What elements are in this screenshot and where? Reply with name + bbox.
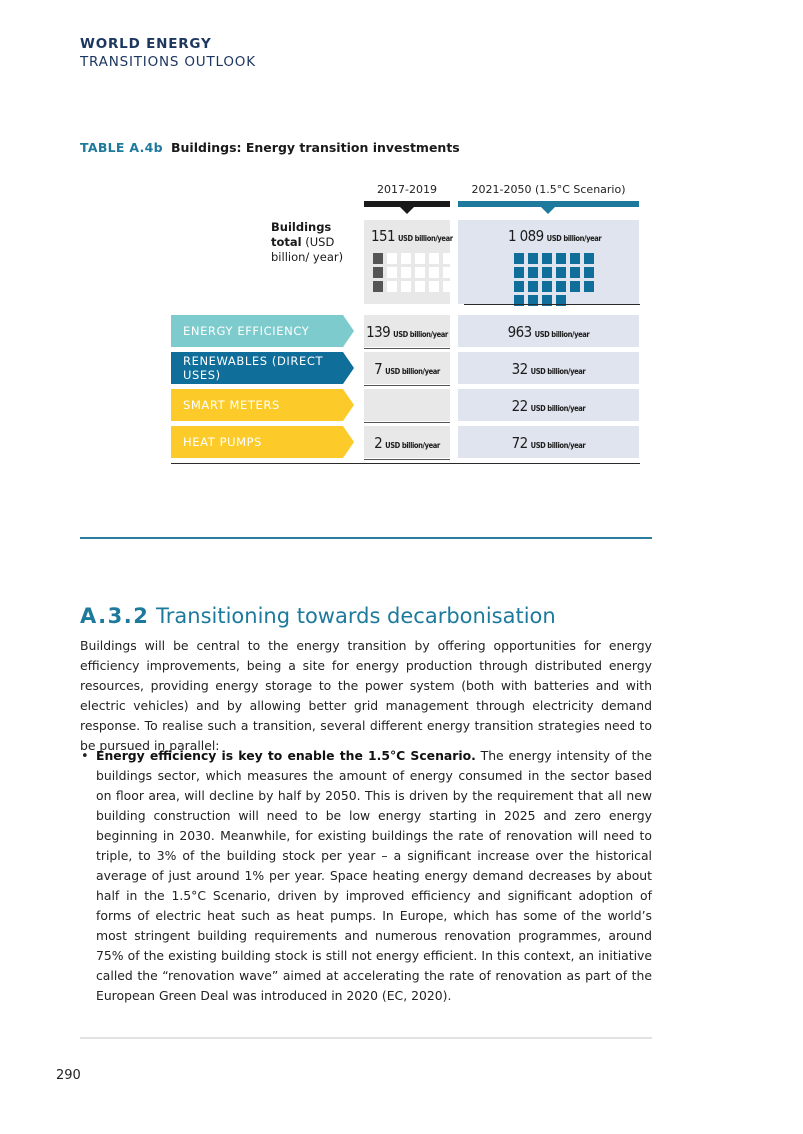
row-cell-scenario xyxy=(458,426,639,458)
row-value-historic: 2 USD billion/year xyxy=(374,434,440,452)
row-arrow-tip xyxy=(343,426,354,458)
row-value-scenario: 72 USD billion/year xyxy=(511,434,586,452)
building-icon xyxy=(429,267,439,278)
row-cell-scenario xyxy=(458,315,639,347)
row-label: ENERGY EFFICIENCY xyxy=(171,315,343,347)
building-icon xyxy=(429,253,439,264)
building-icon xyxy=(514,253,524,264)
total-value-historic: 151 USD billion/year xyxy=(371,227,453,245)
column-header-historic: 2017-2019 xyxy=(377,183,437,196)
row-divider xyxy=(364,348,450,349)
row-cell-historic xyxy=(364,389,450,421)
page-number: 290 xyxy=(56,1068,81,1083)
row-label: HEAT PUMPS xyxy=(171,426,343,458)
building-icon xyxy=(556,281,566,292)
total-cell-historic xyxy=(364,220,453,304)
row-value-scenario: 32 USD billion/year xyxy=(511,360,586,378)
bullet-body: The energy intensity of the buildings sector, which measures the amount of energy consumed in the sector based on floor area, will decline by half by 2050. This is driven by the requirement that all new building construction will need to be low energy starting in 2025 and zero energy beginning in 2030. Meanwhile, for existing buildings the rate of renovation will need to triple, to 3% of the building stock per year – a significant increase over the historical average of just around 1% per year. Space heating energy demand decreases by about half in the 1.5°C Scenario, driven by improved efficiency and significant adoption of forms of electric heat such as heat pumps. In Europe, which has some of the world’s most stringent building requirements and numerous renovation programmes, around 75% of the existing building stock is still not energy efficient. In this context, an initiative called the “renovation wave” aimed at accelerating the rate of renovation as part of the European Green Deal was introduced in 2020 (EC, 2020). xyxy=(96,748,652,1003)
row-value-scenario: 963 USD billion/year xyxy=(507,323,590,341)
building-icon xyxy=(528,267,538,278)
bullet-lead: Energy efficiency is key to enable the 1.5°C Scenario. xyxy=(96,748,476,763)
table-bottom-rule xyxy=(171,463,640,464)
row-divider xyxy=(364,385,450,386)
building-icon xyxy=(443,281,453,292)
building-icon xyxy=(542,253,552,264)
section-intro-paragraph: Buildings will be central to the energy transition by offering opportunities for energy efficiency improvements, being a site for energy production through distributed energy resources, providing energy storage to the power system (both with batteries and with electric vehicles) and by allowing better grid management through electricity demand response. To realise such a transition, several different energy transition strategies need to be pursued in parallel: xyxy=(80,638,652,753)
building-icon xyxy=(542,281,552,292)
building-icon xyxy=(570,267,580,278)
building-icon xyxy=(401,281,411,292)
section-title: Transitioning towards decarbonisation xyxy=(156,604,556,628)
column-pointer-historic xyxy=(400,207,414,214)
row-divider xyxy=(364,422,450,423)
bullet-paragraph xyxy=(96,746,652,1006)
row-arrow-tip xyxy=(343,315,354,347)
building-icon xyxy=(556,267,566,278)
row-arrow-tip xyxy=(343,352,354,384)
row-value-historic: 139 USD billion/year xyxy=(366,323,448,341)
total-cell-scenario xyxy=(458,220,639,304)
building-icon xyxy=(570,281,580,292)
building-icon xyxy=(528,253,538,264)
total-label-unit: (USD billion/ year) xyxy=(271,235,344,264)
building-icon xyxy=(373,253,383,264)
total-icon-grid-historic xyxy=(373,253,451,293)
section-heading xyxy=(80,604,556,628)
building-icon xyxy=(429,281,439,292)
row-cell-scenario xyxy=(458,352,639,384)
publication-subtitle: TRANSITIONS OUTLOOK xyxy=(80,54,256,70)
building-icon xyxy=(373,281,383,292)
building-icon xyxy=(443,253,453,264)
table-title: Buildings: Energy transition investments xyxy=(171,140,460,155)
total-value-scenario: 1 089 USD billion/year xyxy=(508,227,602,245)
building-icon xyxy=(387,267,397,278)
building-icon xyxy=(401,253,411,264)
building-icon xyxy=(584,253,594,264)
row-cell-historic xyxy=(364,426,450,458)
building-icon xyxy=(556,253,566,264)
row-cell-historic xyxy=(364,352,450,384)
building-icon xyxy=(584,267,594,278)
row-cell-scenario xyxy=(458,389,639,421)
building-icon xyxy=(373,267,383,278)
column-pointer-scenario xyxy=(541,207,555,214)
table-number: TABLE A.4b xyxy=(80,140,163,155)
building-icon xyxy=(542,267,552,278)
section-number: A.3.2 xyxy=(80,604,150,628)
total-label-bold: Buildings total xyxy=(271,220,332,249)
building-icon xyxy=(584,281,594,292)
building-icon xyxy=(415,281,425,292)
total-row-divider xyxy=(464,304,640,305)
building-icon xyxy=(514,267,524,278)
column-header-scenario: 2021-2050 (1.5°C Scenario) xyxy=(471,183,626,196)
building-icon xyxy=(415,267,425,278)
building-icon xyxy=(387,281,397,292)
building-icon xyxy=(514,281,524,292)
bullet-marker: • xyxy=(81,749,89,764)
footer-rule xyxy=(80,1037,652,1039)
section-divider xyxy=(80,537,652,539)
row-arrow-tip xyxy=(343,389,354,421)
row-value-scenario: 22 USD billion/year xyxy=(511,397,586,415)
publication-title: WORLD ENERGY xyxy=(80,36,212,52)
row-label: SMART METERS xyxy=(171,389,343,421)
building-icon xyxy=(387,253,397,264)
building-icon xyxy=(443,267,453,278)
building-icon xyxy=(415,253,425,264)
row-divider xyxy=(364,459,450,460)
row-label: RENEWABLES (DIRECT USES) xyxy=(171,352,343,384)
building-icon xyxy=(528,281,538,292)
building-icon xyxy=(401,267,411,278)
total-row-label xyxy=(271,220,351,265)
row-cell-historic xyxy=(364,315,450,347)
row-value-historic: 7 USD billion/year xyxy=(374,360,440,378)
total-icon-grid-scenario xyxy=(514,253,594,293)
building-icon xyxy=(570,253,580,264)
